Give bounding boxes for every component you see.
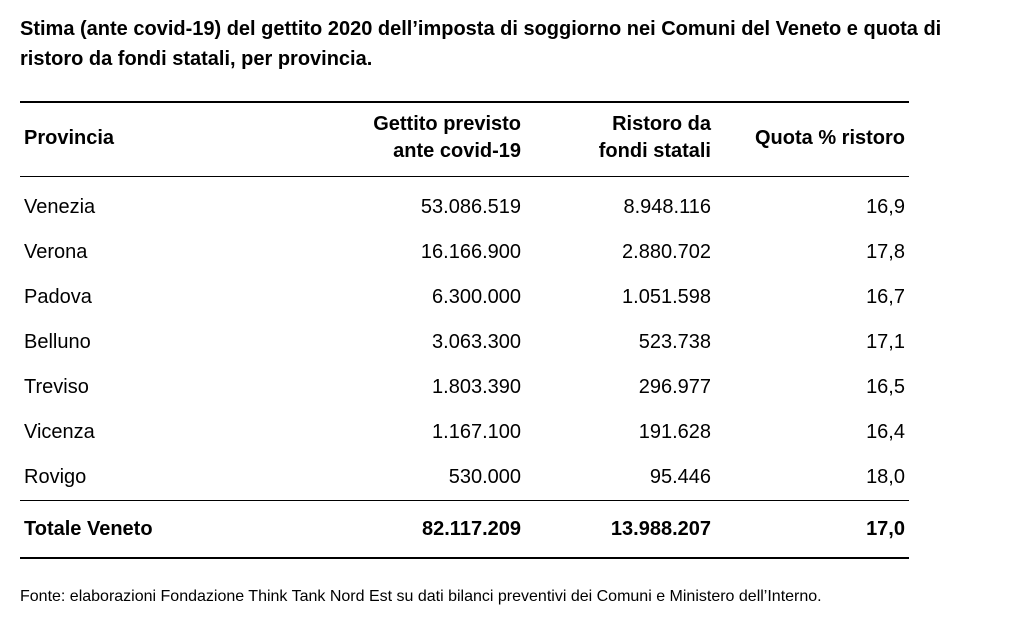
total-row [20, 501, 909, 559]
source-note: Fonte: elaborazioni Fondazione Think Tank Nord Est su dati bilanci preventivi dei Comuni e Ministero dell’Interno. [20, 588, 822, 605]
cell-provincia: Verona [24, 241, 88, 263]
table-row [20, 320, 909, 365]
table-row [20, 365, 909, 410]
table-title: Stima (ante covid-19) del gettito 2020 dell’imposta di soggiorno nei Comuni del Veneto e quota di ristoro da fondi statali, per provincia. [20, 18, 942, 70]
cell-gettito: 16.166.900 [420, 241, 521, 263]
cell-provincia: Padova [24, 286, 92, 308]
header-gettito [320, 102, 525, 177]
cell-gettito: 53.086.519 [420, 196, 521, 218]
table-row [20, 177, 909, 231]
cell-ristoro: 1.051.598 [622, 286, 711, 308]
cell-provincia: Venezia [24, 196, 96, 218]
cell-gettito: 530.000 [448, 466, 521, 488]
header-quota-label: Quota % ristoro [754, 126, 905, 149]
table-body [20, 177, 909, 559]
total-quota: 17,0 [715, 501, 909, 559]
header-quota [715, 102, 909, 177]
header-gettito-line1: Gettito previsto [373, 113, 521, 135]
cell-quota: 18,0 [866, 466, 905, 488]
cell-provincia: Treviso [24, 376, 89, 398]
cell-gettito: 1.803.390 [432, 376, 521, 398]
header-provincia [20, 102, 320, 177]
table-row [20, 455, 909, 501]
cell-quota: 16,9 [866, 196, 905, 218]
cell-quota: 17,1 [866, 331, 905, 353]
cell-gettito: 3.063.300 [432, 331, 521, 353]
header-ristoro-line2: fondi statali [598, 140, 711, 162]
cell-ristoro: 8.948.116 [623, 196, 711, 218]
cell-ristoro: 523.738 [638, 331, 711, 353]
data-table-container [20, 101, 909, 559]
table-header [20, 102, 909, 177]
cell-ristoro: 95.446 [649, 466, 711, 488]
cell-gettito: 1.167.100 [432, 421, 521, 443]
cell-quota: 17,8 [866, 241, 905, 263]
cell-provincia: Belluno [24, 331, 91, 353]
cell-quota: 16,7 [866, 286, 905, 308]
cell-ristoro: 296.977 [638, 376, 711, 398]
header-gettito-line2: ante covid-19 [393, 140, 521, 162]
header-provincia-label: Provincia [24, 126, 115, 149]
cell-quota: 16,5 [866, 376, 905, 398]
cell-provincia: Rovigo [24, 466, 87, 488]
total-ristoro: 13.988.207 [525, 501, 715, 559]
table-row [20, 275, 909, 320]
table-row [20, 230, 909, 275]
total-gettito: 82.117.209 [320, 501, 525, 559]
header-ristoro-line1: Ristoro da [612, 113, 711, 135]
header-ristoro [525, 102, 715, 177]
table-row [20, 410, 909, 455]
cell-ristoro: 191.628 [638, 421, 711, 443]
cell-quota: 16,4 [866, 421, 905, 443]
header-row [20, 102, 909, 177]
cell-provincia: Vicenza [24, 421, 95, 443]
total-provincia: Totale Veneto [20, 501, 320, 559]
cell-ristoro: 2.880.702 [622, 241, 711, 263]
cell-gettito: 6.300.000 [432, 286, 521, 308]
data-table [20, 101, 909, 559]
